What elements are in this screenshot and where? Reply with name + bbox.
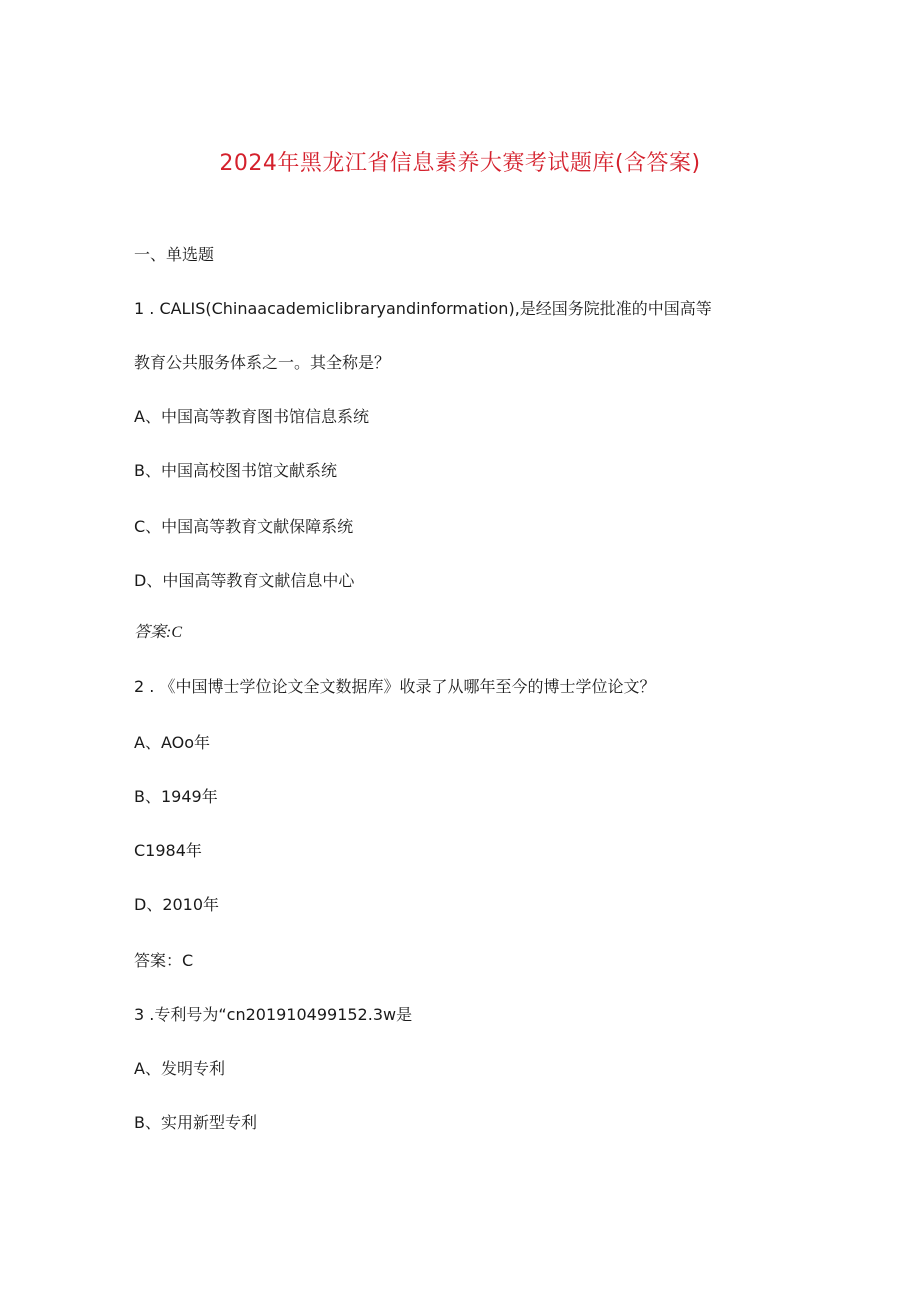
question-2-answer: 答案：C bbox=[134, 951, 194, 970]
question-2-text: 2 . 《中国博士学位论文全文数据库》收录了从哪年至今的博士学位论文？ bbox=[134, 677, 656, 696]
question-1-option-a: A、中国高等教育图书馆信息系统 bbox=[134, 407, 369, 426]
question-2-option-d: D、2010年 bbox=[134, 895, 220, 914]
question-2-option-a: A、AOo年 bbox=[134, 733, 210, 752]
question-3-option-b: B、实用新型专利 bbox=[134, 1113, 257, 1132]
question-3-text: 3 .专利号为“cn201910499152.3w是 bbox=[134, 1005, 413, 1024]
section-heading: 一、单选题 bbox=[134, 245, 215, 264]
question-1-option-b: B、中国高校图书馆文献系统 bbox=[134, 461, 337, 480]
question-1-text-line-1: 1 . CALIS(Chinaacademiclibraryandinformation),是经国务院批准的中国高等 bbox=[134, 299, 712, 318]
document-title: 2024年黑龙江省信息素养大赛考试题库(含答案) bbox=[219, 151, 701, 176]
question-2-option-b: B、1949年 bbox=[134, 787, 218, 806]
question-2-option-c: C1984年 bbox=[134, 841, 202, 860]
question-1-text-line-2: 教育公共服务体系之一。其全称是？ bbox=[134, 353, 391, 372]
question-1-answer: 答案:C bbox=[134, 624, 183, 641]
question-1-option-d: D、中国高等教育文献信息中心 bbox=[134, 571, 355, 590]
question-3-option-a: A、发明专利 bbox=[134, 1059, 225, 1078]
question-1-option-c: C、中国高等教育文献保障系统 bbox=[134, 517, 354, 536]
